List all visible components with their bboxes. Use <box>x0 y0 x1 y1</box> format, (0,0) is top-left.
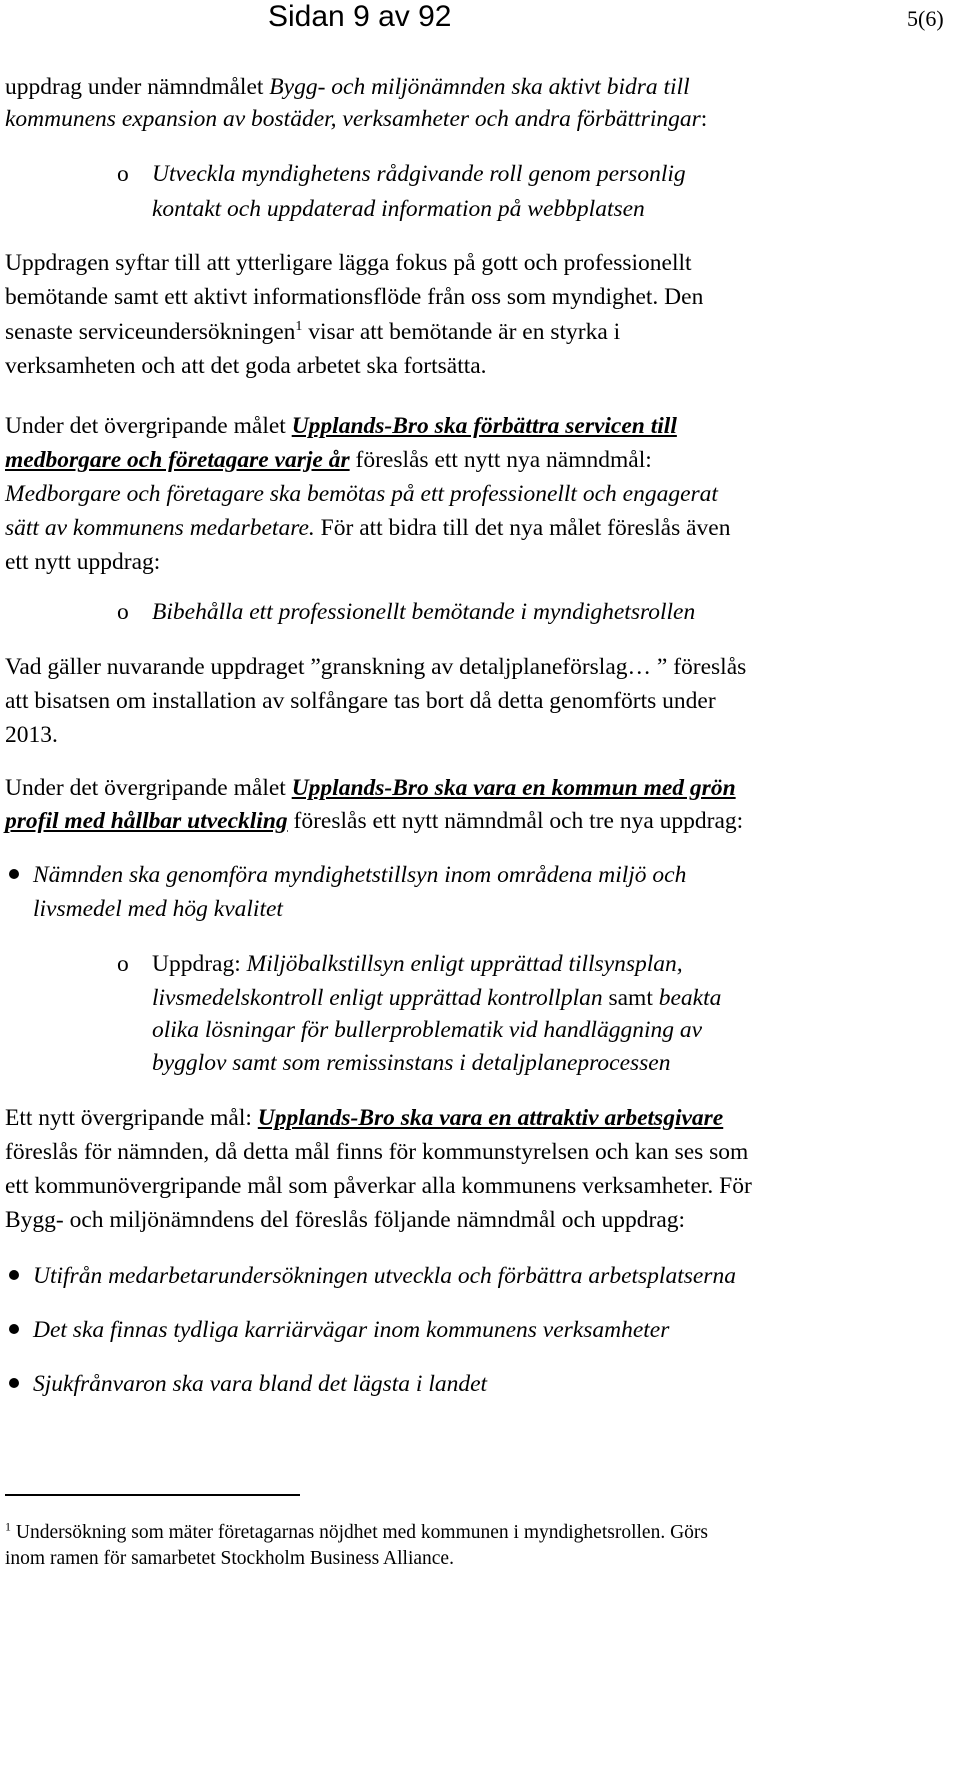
bullet-icon <box>9 869 19 879</box>
bullet-item-3: Sjukfrånvaron ska vara bland det lägsta i landet <box>33 1371 488 1397</box>
p3-text-3: För att bidra till det nya målet föreslås även <box>314 515 731 541</box>
bullet-icon <box>9 1270 19 1280</box>
p1-colon: : <box>700 106 708 132</box>
p1-text: uppdrag under nämndmålet <box>5 74 270 100</box>
p3-line-5: ett nytt uppdrag: <box>5 549 161 575</box>
p6-text: Ett nytt övergripande mål: <box>5 1105 258 1131</box>
p1-italic: Bygg- och miljönämnden ska aktivt bidra till <box>269 74 690 100</box>
p6-line-2: föreslås för nämnden, då detta mål finns för kommunstyrelsen och kan ses som <box>5 1139 749 1165</box>
footnote-divider <box>5 1494 300 1496</box>
sub1-line-1: Utveckla myndighetens rådgivande roll genom personlig <box>152 161 686 187</box>
p6-line-4: Bygg- och miljönämndens del föreslås följande nämndmål och uppdrag: <box>5 1207 686 1233</box>
p2-line-2: bemötande samt ett aktivt informationsflöde från oss som myndighet. Den <box>5 284 704 310</box>
bullet-icon <box>9 1378 19 1388</box>
p3-text-2: föreslås ett nytt nya nämndmål: <box>349 447 652 473</box>
p3-line-3: Medborgare och företagare ska bemötas på ett professionellt och engagerat <box>5 481 718 507</box>
bullet1-line-2: livsmedel med hög kvalitet <box>33 896 283 922</box>
p2-line-1: Uppdragen syftar till att ytterligare lägga fokus på gott och professionellt <box>5 250 692 276</box>
p5-line-1 <box>5 773 736 803</box>
sub3-line-1 <box>152 949 683 979</box>
bullet-icon <box>9 1324 19 1334</box>
page-number: 5(6) <box>907 6 944 31</box>
footnote-line-2: inom ramen för samarbetet Stockholm Business Alliance. <box>5 1548 454 1569</box>
sub-marker-3: o <box>117 951 129 977</box>
p3-goal: Upplands-Bro ska förbättra servicen till <box>291 413 677 439</box>
p4-line-3: 2013. <box>5 722 58 748</box>
sub3-line-3: olika lösningar för bullerproblematik vid handläggning av <box>152 1017 703 1043</box>
footnote-line-1 <box>5 1520 708 1546</box>
p2-text-2: visar att bemötande är en styrka i <box>302 319 621 345</box>
bullet1-line-1: Nämnden ska genomföra myndighetstillsyn inom områdena miljö och <box>33 862 687 888</box>
sub3-line-2 <box>152 983 721 1013</box>
p2-text: senaste serviceundersökningen <box>5 319 296 345</box>
p2-line-3 <box>5 317 620 347</box>
sub-marker-1: o <box>117 161 129 187</box>
p4-line-1: Vad gäller nuvarande uppdraget ”granskning av detaljplaneförslag… ” föreslås <box>5 654 747 680</box>
page-header-title: Sidan 9 av 92 <box>268 0 452 33</box>
p3-goal-2: medborgare och företagare varje år <box>5 447 350 473</box>
sub3-italic-3: beakta <box>658 985 722 1011</box>
p1-italic-2: kommunens expansion av bostäder, verksamheter och andra förbättringar <box>5 106 701 132</box>
p1-line-2 <box>5 104 707 134</box>
p4-line-2: att bisatsen om installation av solfångare tas bort då detta genomförts under <box>5 688 716 714</box>
sub-marker-2: o <box>117 599 129 625</box>
sub3-italic: Miljöbalkstillsyn enligt upprättad tillsynsplan, <box>246 951 683 977</box>
p5-text-2: föreslås ett nytt nämndmål och tre nya uppdrag: <box>287 808 744 834</box>
p3-line-1 <box>5 411 677 441</box>
sub1-line-2: kontakt och uppdaterad information på webbplatsen <box>152 196 645 222</box>
p3-italic: sätt av kommunens medarbetare. <box>5 515 315 541</box>
bullet-item-2: Det ska finnas tydliga karriärvägar inom kommunens verksamheter <box>33 1317 670 1343</box>
p5-text: Under det övergripande målet <box>5 775 292 801</box>
p2-line-4: verksamheten och att det goda arbetet ska fortsätta. <box>5 353 487 379</box>
p1-line-1 <box>5 72 690 102</box>
sub3-italic-2: livsmedelskontroll enligt upprättad kontrollplan <box>152 985 603 1011</box>
p6-line-3: ett kommunövergripande mål som påverkar alla kommunens verksamheter. För <box>5 1173 752 1199</box>
p6-line-1 <box>5 1103 723 1133</box>
footnote-ref: 1 <box>295 319 303 335</box>
footnote-text: Undersökning som mäter företagarnas nöjdhet med kommunen i myndighetsrollen. Görs <box>11 1522 708 1543</box>
p5-line-2 <box>5 806 743 836</box>
sub2-line-1: Bibehålla ett professionellt bemötande i myndighetsrollen <box>152 599 696 625</box>
sub3-label: Uppdrag: <box>152 951 247 977</box>
p6-goal: Upplands-Bro ska vara en attraktiv arbetsgivare <box>257 1105 724 1131</box>
p5-goal-2: profil med hållbar utveckling <box>5 808 288 834</box>
bullet-item-1: Utifrån medarbetarundersökningen utveckla och förbättra arbetsplatserna <box>33 1263 736 1289</box>
p3-text: Under det övergripande målet <box>5 413 292 439</box>
p3-line-4 <box>5 513 731 543</box>
sub3-text: samt <box>602 985 659 1011</box>
p3-line-2 <box>5 445 652 475</box>
footnote-number: 1 <box>5 1519 11 1534</box>
p5-goal: Upplands-Bro ska vara en kommun med grön <box>291 775 736 801</box>
sub3-line-4: bygglov samt som remissinstans i detaljplaneprocessen <box>152 1050 671 1076</box>
